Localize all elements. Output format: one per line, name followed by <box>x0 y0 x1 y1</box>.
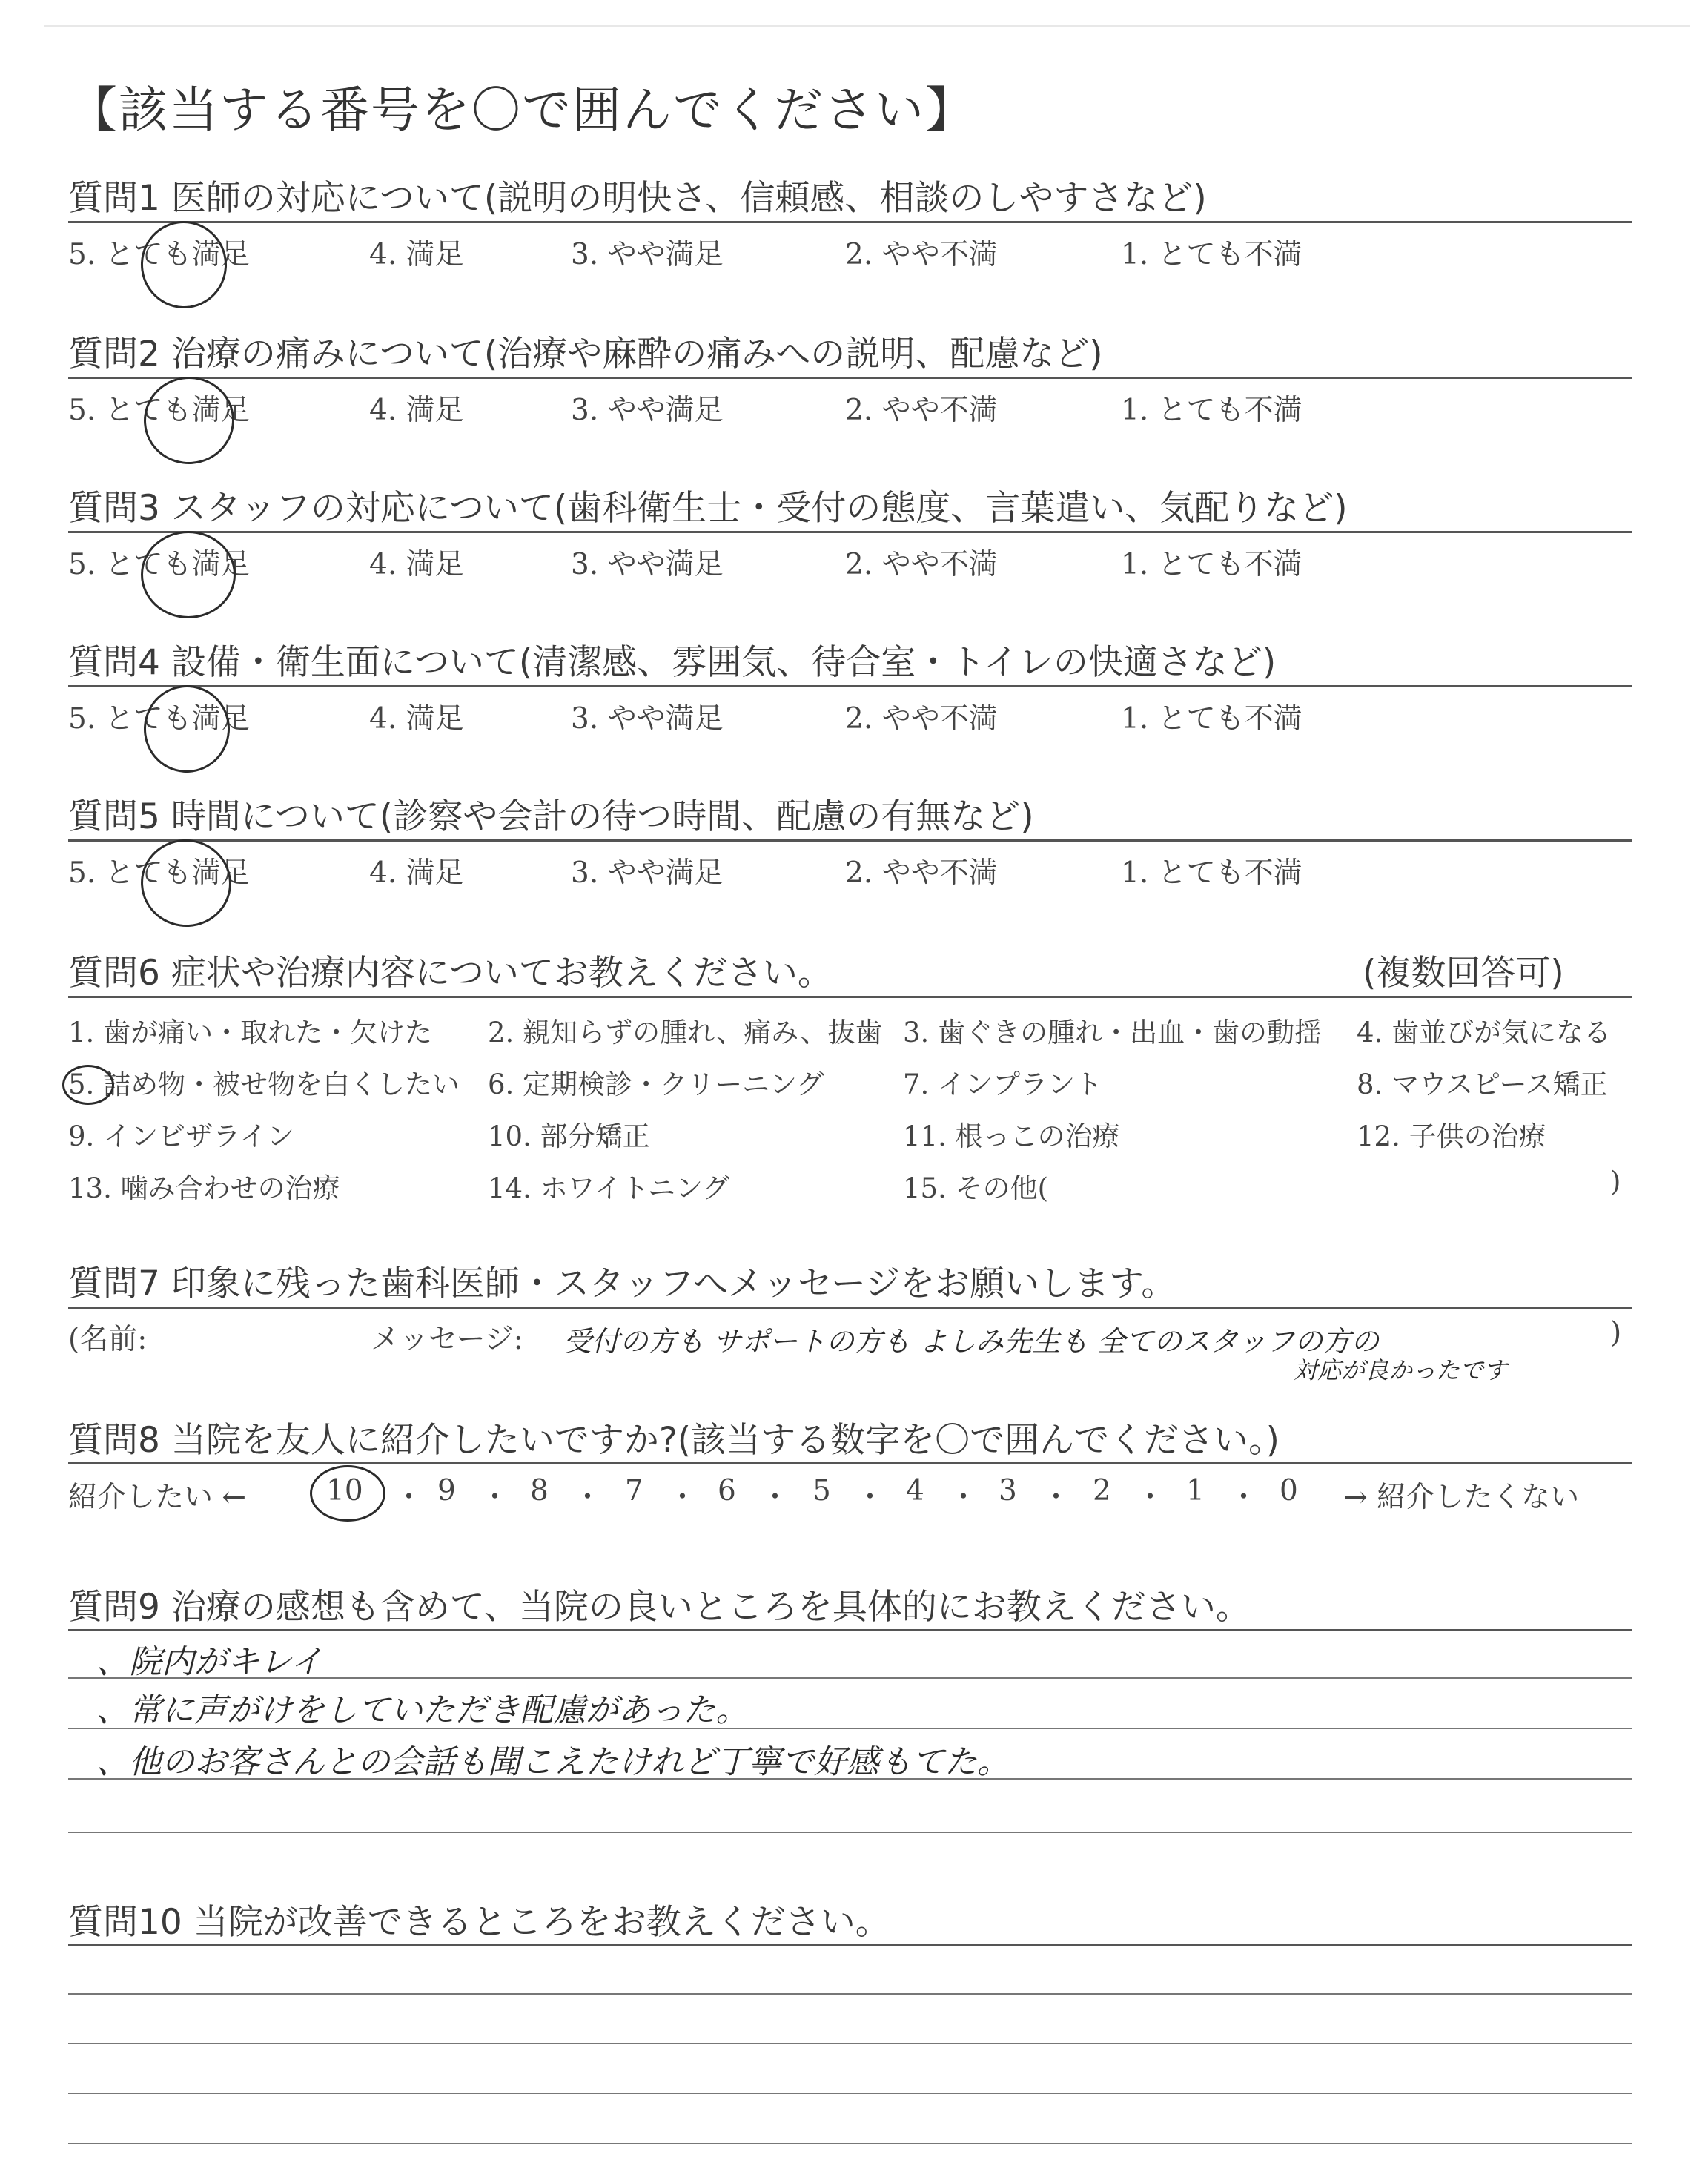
q4-option-3: 3. やや満足 <box>571 702 724 736</box>
q9-handwritten-3: 、他のお客さんとの会話も聞こえたけれど丁寧で好感もてた。 <box>96 1743 1010 1781</box>
q10-label: 質問10 当院が改善できるところをお教えください。 <box>68 1902 890 1943</box>
q3-label: 質問3 スタッフの対応について(歯科衛生士・受付の態度、言葉遣い、気配りなど) <box>68 488 1348 529</box>
q8-scale-7: 7 <box>625 1474 643 1507</box>
q8-scale-dot: ・ <box>394 1481 424 1514</box>
q8-scale-dot: ・ <box>480 1481 510 1514</box>
q6-option-10: 10. 部分矯正 <box>488 1120 650 1152</box>
q6-option-9: 9. インビザライン <box>68 1120 294 1152</box>
q3-answer-circle <box>141 531 236 618</box>
q3-option-1: 5. とても満足 <box>68 548 250 581</box>
q8-scale-dot: ・ <box>1042 1481 1071 1514</box>
q9-handwritten-2: 、常に声がけをしていただき配慮があった。 <box>96 1691 749 1729</box>
q6-option-2: 2. 親知らずの腫れ、痛み、抜歯 <box>488 1017 883 1048</box>
q3-option-2: 4. 満足 <box>369 548 464 581</box>
q5-option-2: 4. 満足 <box>369 856 464 890</box>
q5-option-4: 2. やや不満 <box>845 856 998 890</box>
q8-left-label: 紹介したい ← <box>68 1481 247 1514</box>
form-heading: 【該当する番号を〇で囲んでください】 <box>68 82 976 139</box>
q3-option-3: 3. やや満足 <box>571 548 724 581</box>
q1-option-1: 5. とても満足 <box>68 238 250 271</box>
q4-option-1: 5. とても満足 <box>68 702 250 736</box>
q2-label: 質問2 治療の痛みについて(治療や麻酔の痛みへの説明、配慮など) <box>68 334 1103 374</box>
q8-right-label: → 紹介したくない <box>1343 1481 1580 1514</box>
q1-rule <box>68 221 1632 223</box>
q1-option-5: 1. とても不満 <box>1121 238 1302 271</box>
q4-option-2: 4. 満足 <box>369 702 464 736</box>
q1-option-2: 4. 満足 <box>369 238 464 271</box>
q6-rule <box>68 996 1632 998</box>
q7-label: 質問7 印象に残った歯科医師・スタッフへメッセージをお願いします。 <box>68 1264 1176 1304</box>
q7-close-paren: ) <box>1610 1316 1622 1350</box>
q1-option-4: 2. やや不満 <box>845 238 998 271</box>
q8-scale-dot: ・ <box>761 1481 790 1514</box>
q2-option-1: 5. とても満足 <box>68 394 250 427</box>
q4-label: 質問4 設備・衛生面について(清潔感、雰囲気、待合室・トイレの快適さなど) <box>68 642 1277 683</box>
q5-rule <box>68 839 1632 842</box>
q6-note: (複数回答可) <box>1363 953 1564 994</box>
q9-answer-line <box>68 1832 1632 1833</box>
q6-option-16: ) <box>1610 1166 1621 1198</box>
q6-option-5: 5. 詰め物・被せ物を白くしたい <box>68 1069 460 1100</box>
q8-answer-circle <box>310 1465 385 1522</box>
q8-scale-dot: ・ <box>855 1481 885 1514</box>
q8-scale-dot: ・ <box>573 1481 603 1514</box>
q6-option-12: 12. 子供の治療 <box>1357 1120 1546 1152</box>
q7-handwritten-line1: 受付の方も サポートの方も よしみ先生も 全てのスタッフの方の <box>563 1325 1380 1358</box>
q6-option-7: 7. インプラント <box>903 1069 1103 1100</box>
q5-answer-circle <box>135 833 236 933</box>
q6-option-14: 14. ホワイトニング <box>488 1172 730 1204</box>
q2-option-4: 2. やや不満 <box>845 394 998 427</box>
q8-scale-2: 2 <box>1093 1474 1111 1507</box>
q6-option-15: 15. その他( <box>903 1172 1049 1204</box>
q6-option-8: 8. マウスピース矯正 <box>1357 1069 1608 1100</box>
q6-option-4: 4. 歯並びが気になる <box>1357 1017 1612 1048</box>
q1-label: 質問1 医師の対応について(説明の明快さ、信頼感、相談のしやすさなど) <box>68 178 1207 219</box>
q5-option-3: 3. やや満足 <box>571 856 724 890</box>
q3-option-5: 1. とても不満 <box>1121 548 1302 581</box>
q10-rule <box>68 1944 1632 1946</box>
q8-scale-dot: ・ <box>668 1481 698 1514</box>
q8-scale-6: 6 <box>718 1474 736 1507</box>
q5-option-1: 5. とても満足 <box>68 856 250 890</box>
q6-label: 質問6 症状や治療内容についてお教えください。 <box>68 953 833 994</box>
q8-scale-dot: ・ <box>949 1481 979 1514</box>
q10-answer-line <box>68 2043 1632 2044</box>
q8-rule <box>68 1462 1632 1464</box>
q8-label: 質問8 当院を友人に紹介したいですか?(該当する数字を〇で囲んでください。) <box>68 1420 1280 1461</box>
q7-message-label: メッセージ: <box>371 1323 523 1356</box>
q6-option-11: 11. 根っこの治療 <box>903 1120 1120 1152</box>
q4-rule <box>68 685 1632 687</box>
q4-option-4: 2. やや不満 <box>845 702 998 736</box>
q5-label: 質問5 時間について(診察や会計の待つ時間、配慮の有無など) <box>68 796 1034 837</box>
scan-top-edge <box>44 25 1690 27</box>
q4-option-5: 1. とても不満 <box>1121 702 1302 736</box>
q8-scale-5: 5 <box>812 1474 831 1507</box>
q8-scale-0: 0 <box>1280 1474 1298 1507</box>
q6-answer-circle <box>62 1065 114 1105</box>
q8-scale-dot: ・ <box>1229 1481 1259 1514</box>
q5-option-5: 1. とても不満 <box>1121 856 1302 890</box>
q7-name-label: (名前: <box>68 1323 148 1356</box>
q8-scale-8: 8 <box>530 1474 549 1507</box>
q7-rule <box>68 1307 1632 1309</box>
q6-option-6: 6. 定期検診・クリーニング <box>488 1069 824 1100</box>
q10-answer-line <box>68 2143 1632 2144</box>
q2-option-3: 3. やや満足 <box>571 394 724 427</box>
q6-option-13: 13. 噛み合わせの治療 <box>68 1172 340 1204</box>
q9-label: 質問9 治療の感想も含めて、当院の良いところを具体的にお教えください。 <box>68 1587 1251 1628</box>
q10-answer-line <box>68 2093 1632 2094</box>
q8-scale-1: 1 <box>1186 1474 1205 1507</box>
q9-handwritten-1: 、院内がキレイ <box>96 1643 323 1681</box>
q2-option-5: 1. とても不満 <box>1121 394 1302 427</box>
q6-option-3: 3. 歯ぐきの腫れ・出血・歯の動揺 <box>903 1017 1323 1048</box>
q7-handwritten-line2: 対応が良かったです <box>1294 1356 1508 1384</box>
q8-scale-4: 4 <box>906 1474 924 1507</box>
q6-option-1: 1. 歯が痛い・取れた・欠けた <box>68 1017 433 1048</box>
q9-rule <box>68 1629 1632 1631</box>
q8-scale-10: 10 <box>326 1474 363 1507</box>
q1-option-3: 3. やや満足 <box>571 238 724 271</box>
q8-scale-dot: ・ <box>1136 1481 1165 1514</box>
q8-scale-9: 9 <box>437 1474 456 1507</box>
q8-scale-3: 3 <box>999 1474 1017 1507</box>
q10-answer-line <box>68 1993 1632 1995</box>
q2-option-2: 4. 満足 <box>369 394 464 427</box>
q3-rule <box>68 531 1632 533</box>
q1-answer-circle <box>135 216 232 314</box>
q2-rule <box>68 377 1632 379</box>
q3-option-4: 2. やや不満 <box>845 548 998 581</box>
